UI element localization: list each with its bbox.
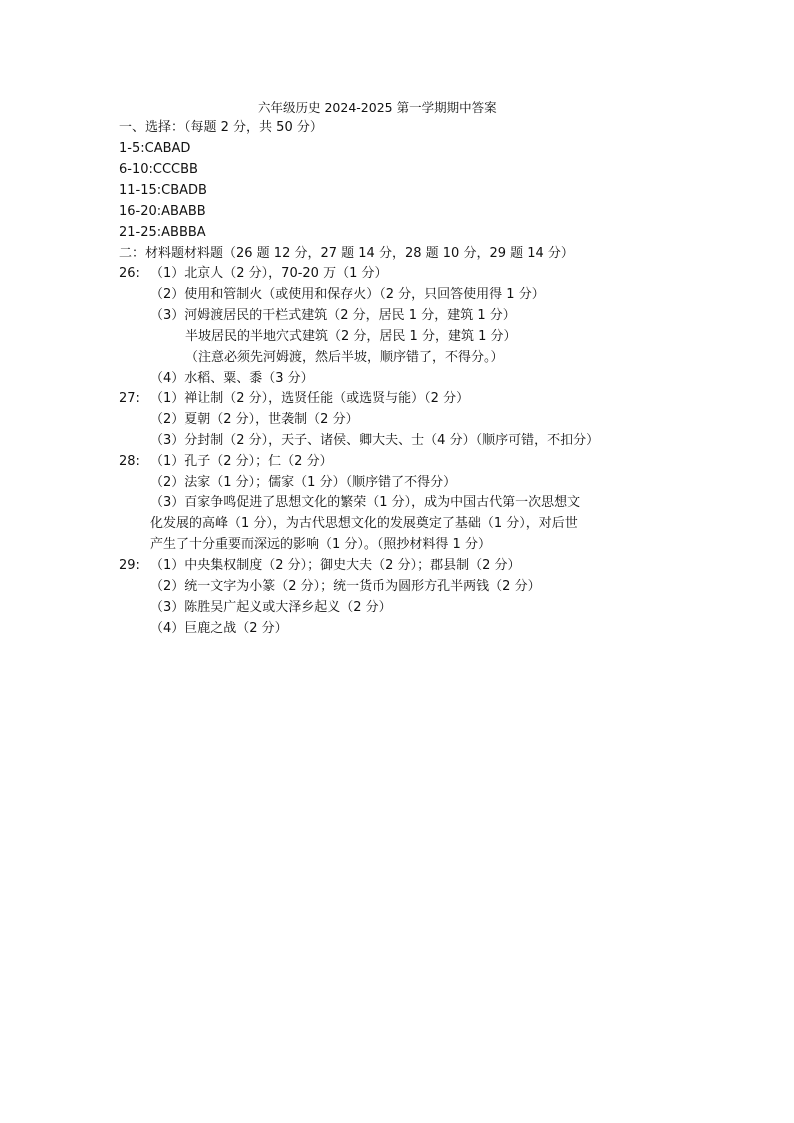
question-26-number: 26: <box>119 266 140 281</box>
choice-answers-1-5: 1-5:CABAD <box>119 141 191 156</box>
q27-answer-2: （2）夏朝（2 分），世袭制（2 分） <box>150 412 359 427</box>
question-27-number: 27: <box>119 391 140 406</box>
page-title: 六年级历史 2024-2025 第一学期期中答案 <box>258 100 497 115</box>
q26-answer-2: （2）使用和管制火（或使用和保存火）（2 分，只回答使用得 1 分） <box>150 287 545 302</box>
q29-answer-3: （3）陈胜吴广起义或大泽乡起义（2 分） <box>150 600 392 615</box>
choice-answers-11-15: 11-15:CBADB <box>119 183 207 198</box>
section1-heading: 一、选择：（每题 2 分，共 50 分） <box>119 120 323 135</box>
q26-answer-3b: 半坡居民的半地穴式建筑（2 分，居民 1 分，建筑 1 分） <box>185 329 517 344</box>
q26-answer-3: （3）河姆渡居民的干栏式建筑（2 分，居民 1 分，建筑 1 分） <box>150 308 516 323</box>
q28-answer-3-line3: 产生了十分重要而深远的影响（1 分）。（照抄材料得 1 分） <box>150 537 491 552</box>
q28-answer-1: （1）孔子（2 分）；仁（2 分） <box>150 454 333 469</box>
choice-answers-21-25: 21-25:ABBBA <box>119 225 206 240</box>
choice-answers-6-10: 6-10:CCCBB <box>119 162 198 177</box>
q28-answer-3-line2: 化发展的高峰（1 分），为古代思想文化的发展奠定了基础（1 分），对后世 <box>150 516 578 531</box>
q28-answer-3-line1: （3）百家争鸣促进了思想文化的繁荣（1 分），成为中国古代第一次思想文 <box>150 495 581 510</box>
q27-answer-3: （3）分封制（2 分），天子、诸侯、卿大夫、士（4 分）（顺序可错，不扣分） <box>150 433 600 448</box>
question-28-number: 28: <box>119 454 140 469</box>
q26-answer-1: （1）北京人（2 分），70-20 万（1 分） <box>150 266 388 281</box>
q26-answer-4: （4）水稻、粟、黍（3 分） <box>150 371 314 386</box>
q29-answer-4: （4）巨鹿之战（2 分） <box>150 621 288 636</box>
section2-heading: 二：材料题材料题（26 题 12 分，27 题 14 分，28 题 10 分，29 题 14 分） <box>119 246 574 261</box>
q28-answer-2: （2）法家（1 分）；儒家（1 分）（顺序错了不得分） <box>150 475 457 490</box>
choice-answers-16-20: 16-20:ABABB <box>119 204 206 219</box>
q29-answer-2: （2）统一文字为小篆（2 分）；统一货币为圆形方孔半两钱（2 分） <box>150 579 541 594</box>
question-29-number: 29: <box>119 558 140 573</box>
q27-answer-1: （1）禅让制（2 分），选贤任能（或选贤与能）（2 分） <box>150 391 470 406</box>
q29-answer-1: （1）中央集权制度（2 分）；御史大夫（2 分）；郡县制（2 分） <box>150 558 521 573</box>
q26-answer-3-note: （注意必须先河姆渡，然后半坡，顺序错了，不得分。） <box>185 350 504 365</box>
